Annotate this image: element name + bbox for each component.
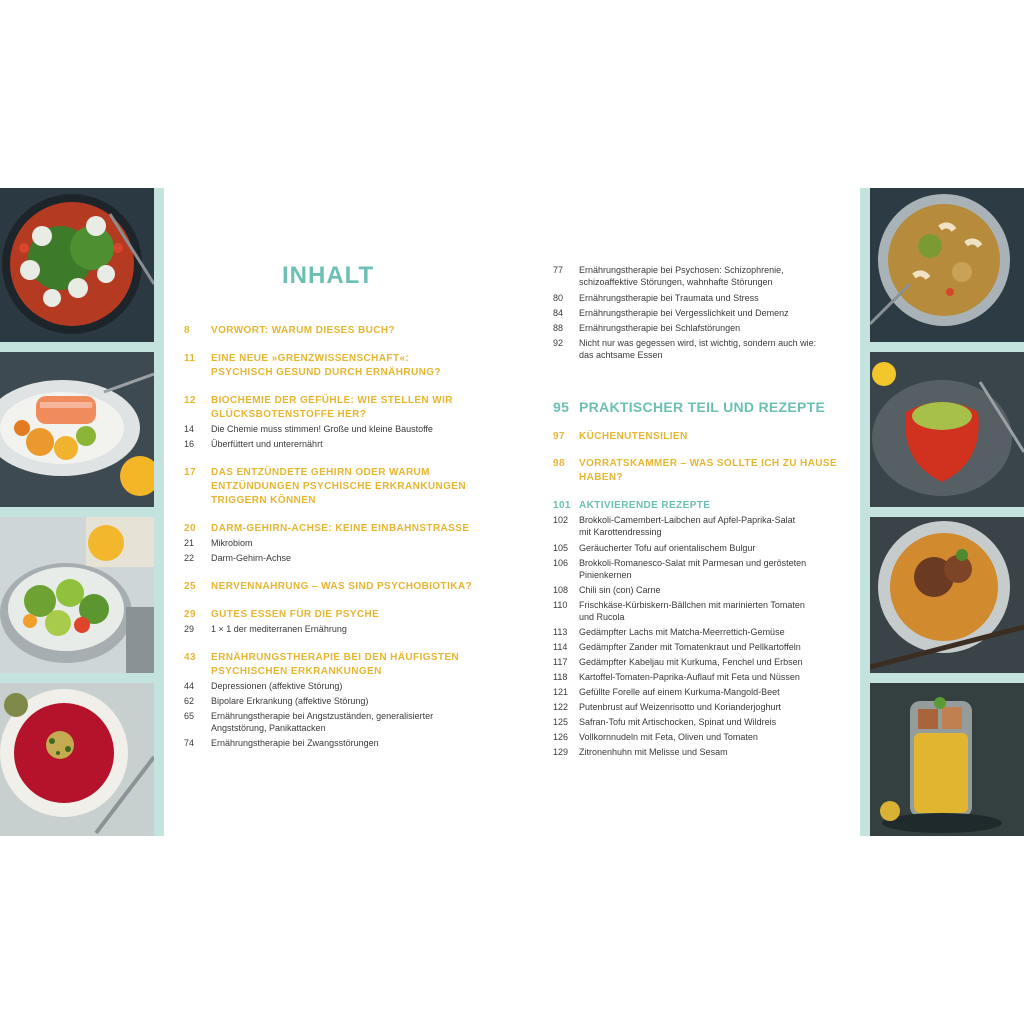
- toc-subentry-title: Nicht nur was gegessen wird, ist wichtig, sondern auch wie: das achtsame Essen: [579, 338, 817, 360]
- toc-page-number: 43: [184, 652, 196, 663]
- toc-subentry-title: Ernährungstherapie bei Angstzuständen, generalisierter Angststörung, Panikattacken: [211, 711, 434, 733]
- toc-page-number: 22: [184, 553, 195, 563]
- toc-chapter-title: BIOCHEMIE DER GEFÜHLE: WIE STELLEN WIR GLÜCKSBOTENSTOFFE HER?: [211, 395, 453, 420]
- toc-page-number: 77: [553, 265, 564, 275]
- toc-page-number: 117: [553, 657, 568, 667]
- toc-subentry-title: Ernährungstherapie bei Zwangsstörungen: [211, 738, 379, 748]
- photo-separator: [0, 673, 154, 683]
- toc-page-number: 121: [553, 687, 569, 697]
- toc-recipe-title: Gedämpfter Zander mit Tomatenkraut und Pellkartoffeln: [579, 642, 801, 652]
- toc-page-number: 44: [184, 681, 195, 691]
- toc-page-number: 17: [184, 467, 196, 478]
- toc-recipe-title: Safran-Tofu mit Artischocken, Spinat und Wildreis: [579, 717, 777, 727]
- toc-recipe-title: Brokkoli-Camembert-Laibchen auf Apfel-Paprika-Salat mit Karottendressing: [579, 515, 796, 537]
- toc-subentry-title: Ernährungstherapie bei Psychosen: Schizophrenie, schizoaffektive Störungen, wahnhafte Störungen: [579, 265, 784, 287]
- toc-page-number: 74: [184, 738, 195, 748]
- toc-page-number: 114: [553, 642, 568, 652]
- toc-page-number: 14: [184, 424, 195, 434]
- toc-page-number: 97: [553, 431, 565, 442]
- toc-recipe-title: Chili sin (con) Carne: [579, 585, 661, 595]
- right-photo-column: [870, 188, 1024, 836]
- toc-recipe-title: Brokkoli-Romanesco-Salat mit Parmesan und gerösteten Pinienkernen: [579, 558, 807, 580]
- toc-recipe-title: Frischkäse-Kürbiskern-Bällchen mit marinierten Tomaten und Rucola: [579, 600, 805, 622]
- toc-page-number: 8: [184, 325, 190, 336]
- toc-chapter-title: EINE NEUE »GRENZWISSENSCHAFT«: PSYCHISCH GESUND DURCH ERNÄHRUNG?: [211, 353, 441, 378]
- bulgur-with-cashews-photo: [870, 188, 1024, 342]
- right-spine-band: [860, 188, 870, 836]
- toc-page-number: 95: [553, 399, 570, 415]
- toc-chapter-title: VORWORT: WARUM DIESES BUCH?: [211, 325, 395, 336]
- left-photo-column: [0, 188, 154, 836]
- photo-separator: [870, 507, 1024, 517]
- broccoli-romanesco-salad-photo: [0, 517, 154, 673]
- photo-separator: [870, 342, 1024, 352]
- toc-subentry-title: Mikrobiom: [211, 538, 253, 548]
- stuffed-pepper-zucchini-noodles-photo: [870, 352, 1024, 507]
- page-title: INHALT: [282, 262, 375, 289]
- toc-subentry-title: Die Chemie muss stimmen! Große und kleine Baustoffe: [211, 424, 433, 434]
- toc-page-number: 29: [184, 624, 195, 634]
- photo-separator: [0, 507, 154, 517]
- toc-recipe-title: Vollkornnudeln mit Feta, Oliven und Tomaten: [579, 732, 758, 742]
- toc-page-number: 125: [553, 717, 569, 727]
- toc-recipe-title: Kartoffel-Tomaten-Paprika-Auflauf mit Feta und Nüssen: [579, 672, 800, 682]
- toc-page-number: 105: [553, 543, 569, 553]
- toc-page-number: 80: [553, 293, 564, 303]
- toc-subentry-title: Darm-Gehirn-Achse: [211, 553, 292, 563]
- toc-part-title: PRAKTISCHER TEIL UND REZEPTE: [579, 399, 826, 415]
- toc-recipe-title: Gefüllte Forelle auf einem Kurkuma-Mangold-Beet: [579, 687, 780, 697]
- beetroot-soup-photo: [0, 683, 154, 836]
- photo-separator: [870, 673, 1024, 683]
- toc-chapter-title: DARM-GEHIRN-ACHSE: KEINE EINBAHNSTRASSE: [211, 523, 470, 534]
- toc-subentry-title: 1 × 1 der mediterranen Ernährung: [211, 624, 347, 634]
- toc-chapter-title: ERNÄHRUNGSTHERAPIE BEI DEN HÄUFIGSTEN PSYCHISCHEN ERKRANKUNGEN: [211, 652, 460, 677]
- toc-page-number: 11: [184, 353, 196, 364]
- toc-page-number: 20: [184, 523, 196, 534]
- toc-page-number: 21: [184, 538, 195, 548]
- toc-page-number: 106: [553, 558, 569, 568]
- toc-page-number: 88: [553, 323, 564, 333]
- toc-chapter-title: DAS ENTZÜNDETE GEHIRN ODER WARUM ENTZÜNDUNGEN PSYCHISCHE ERKRANKUNGEN TRIGGERN KÖNNEN: [211, 467, 466, 506]
- toc-page-number: 118: [553, 672, 568, 682]
- toc-subentry-title: Ernährungstherapie bei Traumata und Stress: [579, 293, 759, 303]
- toc-page-number: 101: [553, 500, 571, 511]
- toc-page-number: 62: [184, 696, 195, 706]
- toc-page-number: 102: [553, 515, 569, 525]
- toc-chapter-title: GUTES ESSEN FÜR DIE PSYCHE: [211, 609, 380, 620]
- toc-subentry-title: Überfüttert und unterernährt: [211, 439, 323, 449]
- photo-separator: [0, 342, 154, 352]
- toc-section-title: AKTIVIERENDE REZEPTE: [579, 500, 711, 511]
- book-spread: [0, 188, 1024, 836]
- toc-recipe-title: Putenbrust auf Weizenrisotto und Korianderjoghurt: [579, 702, 781, 712]
- chicken-with-pasta-photo: [870, 517, 1024, 673]
- salad-with-cheese-balls-photo: [0, 188, 154, 342]
- toc-page-number: 113: [553, 627, 568, 637]
- toc-page-number: 98: [553, 458, 565, 469]
- toc-page-number: 129: [553, 747, 569, 757]
- toc-page-number: 84: [553, 308, 564, 318]
- toc-recipe-title: Gedämpfter Kabeljau mit Kurkuma, Fenchel und Erbsen: [579, 657, 803, 667]
- toc-recipe-title: Zitronenhuhn mit Melisse und Sesam: [579, 747, 728, 757]
- turmeric-rice-jar-photo: [870, 683, 1024, 836]
- toc-recipe-title: Gedämpfter Lachs mit Matcha-Meerrettich-Gemüse: [579, 627, 785, 637]
- toc-page-number: 12: [184, 395, 196, 406]
- toc-page-number: 29: [184, 609, 196, 620]
- toc-subentry-title: Ernährungstherapie bei Vergesslichkeit und Demenz: [579, 308, 789, 318]
- toc-page-number: 110: [553, 600, 568, 610]
- toc-page-number: 92: [553, 338, 564, 348]
- toc-page-number: 122: [553, 702, 569, 712]
- toc-recipe-title: Geräucherter Tofu auf orientalischem Bulgur: [579, 543, 756, 553]
- toc-subentry-title: Ernährungstherapie bei Schlafstörungen: [579, 323, 741, 333]
- toc-page-number: 126: [553, 732, 569, 742]
- toc-page-number: 108: [553, 585, 569, 595]
- toc-chapter-title: NERVENNAHRUNG – WAS SIND PSYCHOBIOTIKA?: [211, 581, 472, 592]
- salmon-with-vegetables-photo: [0, 352, 154, 507]
- toc-page-number: 16: [184, 439, 195, 449]
- toc-chapter-title: KÜCHENUTENSILIEN: [579, 431, 688, 442]
- toc-subentry-title: Bipolare Erkrankung (affektive Störung): [211, 696, 369, 706]
- toc-page-number: 25: [184, 581, 196, 592]
- toc-subentry-title: Depressionen (affektive Störung): [211, 681, 343, 691]
- left-spine-band: [154, 188, 164, 836]
- toc-page-number: 65: [184, 711, 195, 721]
- toc-chapter-title: VORRATSKAMMER – WAS SOLLTE ICH ZU HAUSE HABEN?: [579, 458, 838, 483]
